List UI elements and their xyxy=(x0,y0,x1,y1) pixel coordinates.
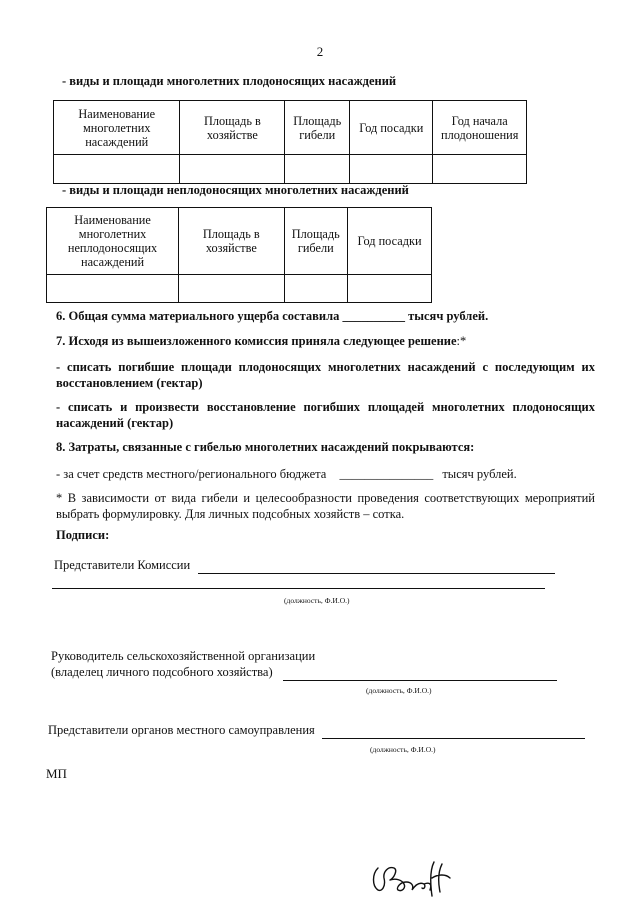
column-header: Площадь гибели xyxy=(285,101,350,155)
fruit-bearing-heading: - виды и площади многолетних плодоносящих насаждений xyxy=(62,74,397,88)
local-gov-caption: (должность, Ф.И.О.) xyxy=(370,745,436,754)
decision-heading xyxy=(56,334,466,349)
decision-heading-text: 7. Исходя из вышеизложенного комиссия приняла следующее решение xyxy=(56,334,457,348)
table-cell[interactable] xyxy=(350,155,433,184)
costs-budget-label: - за счет средств местного/регионального бюджета xyxy=(56,467,327,481)
head-label-line1: Руководитель сельскохозяйственной организации xyxy=(51,649,316,663)
costs-heading: 8. Затраты, связанные с гибелью многолетних насаждений покрываются: xyxy=(56,440,475,454)
column-header: Площадь гибели xyxy=(284,208,347,275)
decision-option-restore-now: - списать и произвести восстановление погибших площадей многолетних плодоносящих насаждений (гектар) xyxy=(56,400,595,430)
decision-heading-tail: :* xyxy=(456,334,467,348)
column-header: Площадь в хозяйстве xyxy=(179,208,284,275)
local-gov-label: Представители органов местного самоуправления xyxy=(48,723,315,737)
page-number: 2 xyxy=(316,44,324,59)
column-header: Наименование многолетних неплодоносящих насаждений xyxy=(47,208,179,275)
table-cell[interactable] xyxy=(348,275,432,303)
commission-label: Представители Комиссии xyxy=(54,558,191,572)
stamp-placeholder: МП xyxy=(46,766,67,781)
commission-signature-line[interactable] xyxy=(198,573,555,574)
handwritten-signature xyxy=(368,856,460,900)
costs-budget-blank[interactable]: _______________ xyxy=(339,467,434,481)
damage-total-line xyxy=(56,309,488,324)
commission-caption: (должность, Ф.И.О.) xyxy=(284,596,350,605)
damage-total-unit: тысяч рублей. xyxy=(408,309,489,323)
damage-total-label: 6. Общая сумма материального ущерба составила xyxy=(56,309,340,323)
head-label-line2: (владелец личного подсобного хозяйства) xyxy=(51,665,273,679)
costs-budget-line xyxy=(56,466,517,482)
column-header: Год посадки xyxy=(348,208,432,275)
table-cell[interactable] xyxy=(285,155,350,184)
table-cell[interactable] xyxy=(433,155,527,184)
table-cell[interactable] xyxy=(54,155,180,184)
fruit-bearing-table xyxy=(53,100,527,184)
costs-budget-unit: тысяч рублей. xyxy=(442,467,517,481)
table-cell[interactable] xyxy=(180,155,285,184)
damage-total-blank[interactable]: __________ xyxy=(342,309,405,323)
table-cell[interactable] xyxy=(179,275,284,303)
column-header: Год начала плодоношения xyxy=(433,101,527,155)
column-header: Площадь в хозяйстве xyxy=(180,101,285,155)
table-cell[interactable] xyxy=(47,275,179,303)
column-header: Год посадки xyxy=(350,101,433,155)
signatures-heading: Подписи: xyxy=(56,528,110,542)
non-bearing-table xyxy=(46,207,432,303)
head-caption: (должность, Ф.И.О.) xyxy=(366,686,432,695)
commission-signature-line-2[interactable] xyxy=(52,588,545,589)
column-header: Наименование многолетних насаждений xyxy=(54,101,180,155)
decision-option-restore-later: - списать погибшие площади плодоносящих многолетних насаждений с последующим их восстановлением (гектар) xyxy=(56,360,595,390)
local-gov-signature-line[interactable] xyxy=(322,738,585,739)
table-cell[interactable] xyxy=(284,275,347,303)
footnote: * В зависимости от вида гибели и целесообразности проведения соответствующих мероприятий выбрать формулировку. Для личных подсобных хозяйств – сотка. xyxy=(56,491,595,521)
head-signature-line[interactable] xyxy=(283,680,557,681)
non-bearing-heading: - виды и площади неплодоносящих многолетних насаждений xyxy=(62,183,409,197)
